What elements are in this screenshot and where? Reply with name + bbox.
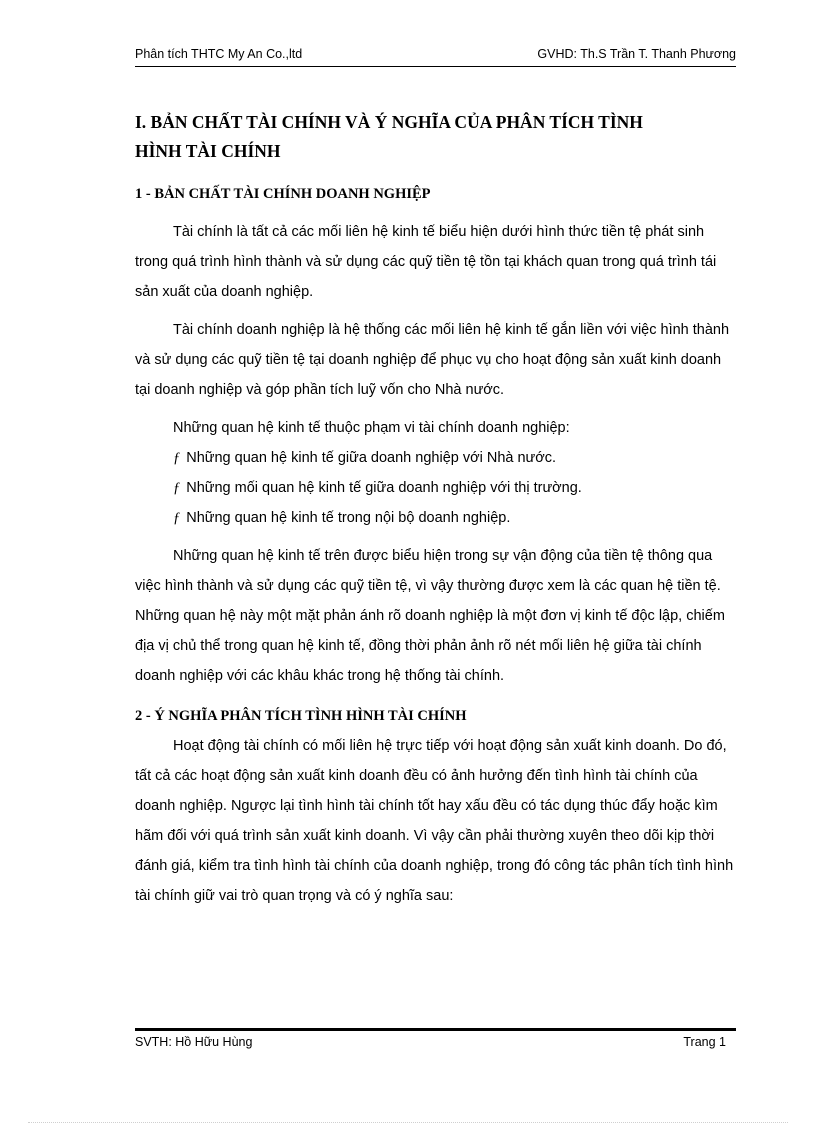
section-1-paragraph-1: Tài chính là tất cả các mối liên hệ kinh tế biểu hiện dưới hình thức tiền tệ phát sinh trong quá trình hình thành và sử dụng các quỹ tiền tệ tồn tại khách quan trong quá trình tái sản xuất của doanh nghiệp. xyxy=(135,224,717,300)
main-heading xyxy=(135,108,735,166)
bullet-icon: ƒ xyxy=(173,480,181,496)
main-heading-line-2: HÌNH TÀI CHÍNH xyxy=(135,141,281,161)
section-2-heading: 2 - Ý NGHĨA PHÂN TÍCH TÌNH HÌNH TÀI CHÍNH xyxy=(135,708,467,724)
list-intro: Những quan hệ kinh tế thuộc phạm vi tài chính doanh nghiệp: xyxy=(173,420,570,436)
section-1-heading: 1 - BẢN CHẤT TÀI CHÍNH DOANH NGHIỆP xyxy=(135,186,431,202)
bullet-icon: ƒ xyxy=(173,510,181,526)
list-item-text: Những quan hệ kinh tế trong nội bộ doanh nghiệp. xyxy=(186,510,511,526)
page-content xyxy=(135,108,735,919)
section-2-paragraph-1: Hoạt động tài chính có mối liên hệ trực tiếp với hoạt động sản xuất kinh doanh. Do đó, tất cả các hoạt động sản xuất kinh doanh đều có ảnh hưởng đến tình hình tài chính của doanh nghiệp. Ngược lại tình hình tài chính tốt hay xấu đều có tác dụng thúc đẩy hoặc kìm hãm đối với quá trình sản xuất kinh doanh. Vì vậy cần phải thường xuyên theo dõi kịp thời đánh giá, kiểm tra tình hình tài chính của doanh nghiệp, trong đó công tác phân tích tình hình tài chính giữ vai trò quan trọng và có ý nghĩa sau: xyxy=(135,738,734,904)
footer-author: SVTH: Hồ Hữu Hùng xyxy=(135,1035,253,1049)
header-left: Phân tích THTC My An Co.,ltd xyxy=(135,47,303,61)
page-header xyxy=(135,44,736,67)
main-heading-line-1: I. BẢN CHẤT TÀI CHÍNH VÀ Ý NGHĨA CỦA PHÂN TÍCH TÌNH xyxy=(135,112,643,132)
page-number: Trang 1 xyxy=(683,1035,726,1049)
section-1-paragraph-3: Những quan hệ kinh tế trên được biểu hiện trong sự vận động của tiền tệ thông qua việc hình thành và sử dụng các quỹ tiền tệ, vì vậy thường được xem là các quan hệ tiền tệ. Những quan hệ này một mặt phản ánh rõ doanh nghiệp là một đơn vị kinh tế độc lập, chiếm địa vị chủ thể trong quan hệ kinh tế, đồng thời phản ảnh rõ nét mối liên hệ giữa tài chính doanh nghiệp với các khâu khác trong hệ thống tài chính. xyxy=(135,548,725,684)
page-footer xyxy=(135,1028,736,1055)
list-item-text: Những mối quan hệ kinh tế giữa doanh nghiệp với thị trường. xyxy=(186,480,582,496)
bullet-icon: ƒ xyxy=(173,450,181,466)
list-item xyxy=(135,473,735,503)
list-item-text: Những quan hệ kinh tế giữa doanh nghiệp với Nhà nước. xyxy=(186,450,557,466)
header-right: GVHD: Th.S Trần T. Thanh Phương xyxy=(537,47,736,61)
list-item xyxy=(135,443,735,473)
list-item xyxy=(135,503,735,533)
section-1-paragraph-2: Tài chính doanh nghiệp là hệ thống các mối liên hệ kinh tế gắn liền với việc hình thành và sử dụng các quỹ tiền tệ tại doanh nghiệp để phục vụ cho hoạt động sản xuất kinh doanh tại doanh nghiệp và góp phần tích luỹ vốn cho Nhà nước. xyxy=(135,322,730,398)
